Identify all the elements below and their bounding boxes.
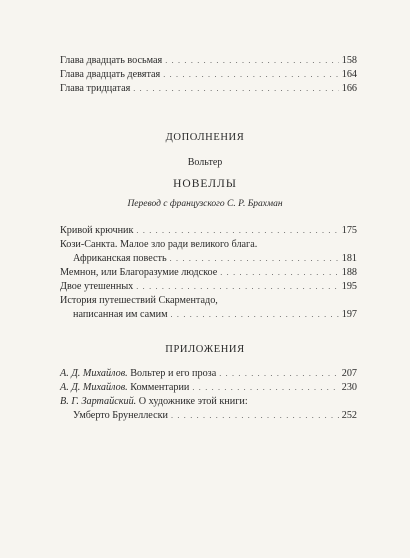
toc-entry-title: Мемнон, или Благоразумие людское	[60, 267, 218, 278]
toc-entry-kriv-kryuchnik[interactable]	[60, 224, 357, 237]
leader-dots	[170, 252, 339, 265]
toc-entry-kozi-sankta[interactable]	[60, 238, 357, 251]
toc-entry-dvoe-uteshennyh[interactable]	[60, 280, 357, 293]
toc-entry-about-artist-cont[interactable]	[73, 409, 357, 422]
toc-entry-title: История путешествий Скарментадо,	[60, 295, 218, 306]
toc-entry-voltaire-prose[interactable]	[60, 367, 357, 380]
toc-page-number: 158	[341, 55, 357, 66]
toc-page-number: 188	[341, 267, 357, 278]
toc-entry-work: О художнике этой книги:	[136, 396, 248, 407]
toc-entry-author: А. Д. Михайлов.	[60, 382, 128, 393]
toc-page-number: 181	[341, 253, 357, 264]
toc-entry-chapter-28[interactable]	[60, 54, 357, 67]
toc-entry-title: Глава тридцатая	[60, 83, 131, 94]
toc-page-number: 252	[341, 410, 357, 421]
toc-entry-title	[60, 367, 216, 380]
toc-entry-title: Глава двадцать восьмая	[60, 55, 163, 66]
toc-entry-title: Глава двадцать девятая	[60, 69, 161, 80]
leader-dots	[171, 308, 339, 321]
toc-entry-about-artist[interactable]	[60, 395, 357, 408]
toc-entry-title: Кози-Санкта. Малое зло ради великого блага.	[60, 239, 258, 250]
leader-dots	[220, 266, 338, 279]
toc-page-number: 195	[341, 281, 357, 292]
leader-dots	[163, 68, 338, 81]
toc-page-number: 230	[341, 382, 357, 393]
toc-entry-author: В. Г. Зартайский.	[60, 396, 137, 407]
toc-entry-title	[60, 395, 248, 408]
toc-entry-memnon[interactable]	[60, 266, 357, 279]
toc-page-number: 207	[341, 368, 357, 379]
toc-page-number: 164	[341, 69, 357, 80]
toc-entry-kozi-sankta-cont[interactable]	[73, 252, 357, 265]
toc-entry-title: Двое утешенных	[60, 281, 134, 292]
toc-entry-title-continued: написанная им самим	[73, 309, 168, 320]
toc-entry-title-continued: Африканская повесть	[73, 253, 167, 264]
toc-entry-author: А. Д. Михайлов.	[60, 368, 128, 379]
toc-entry-title	[60, 381, 189, 394]
toc-entry-work: Комментарии	[127, 382, 190, 393]
toc-entry-work: Вольтер и его проза	[127, 368, 217, 379]
toc-entry-chapter-29[interactable]	[60, 68, 357, 81]
toc-page-number: 197	[341, 309, 357, 320]
toc-page-number: 166	[341, 83, 357, 94]
toc-entry-title-continued: Умберто Брунеллески	[73, 410, 168, 421]
toc-entry-skarmentado[interactable]	[60, 294, 357, 307]
section-author: Вольтер	[187, 157, 223, 168]
leader-dots	[171, 409, 339, 422]
leader-dots	[192, 381, 338, 394]
leader-dots	[136, 280, 338, 293]
toc-entry-chapter-30[interactable]	[60, 82, 357, 95]
section-heading-appendices: ПРИЛОЖЕНИЯ	[165, 344, 245, 355]
leader-dots	[165, 54, 338, 67]
translator-note: Перевод с французского С. Р. Брахман	[127, 199, 283, 209]
toc-entry-commentaries[interactable]	[60, 381, 357, 394]
work-title: НОВЕЛЛЫ	[173, 178, 237, 190]
toc-page-number: 175	[341, 225, 357, 236]
toc-entry-title: Кривой крючник	[60, 225, 134, 236]
section-heading-supplements: ДОПОЛНЕНИЯ	[165, 132, 245, 143]
leader-dots	[133, 82, 338, 95]
leader-dots	[219, 367, 339, 380]
leader-dots	[136, 224, 338, 237]
toc-entry-skarmentado-cont[interactable]	[73, 308, 357, 321]
